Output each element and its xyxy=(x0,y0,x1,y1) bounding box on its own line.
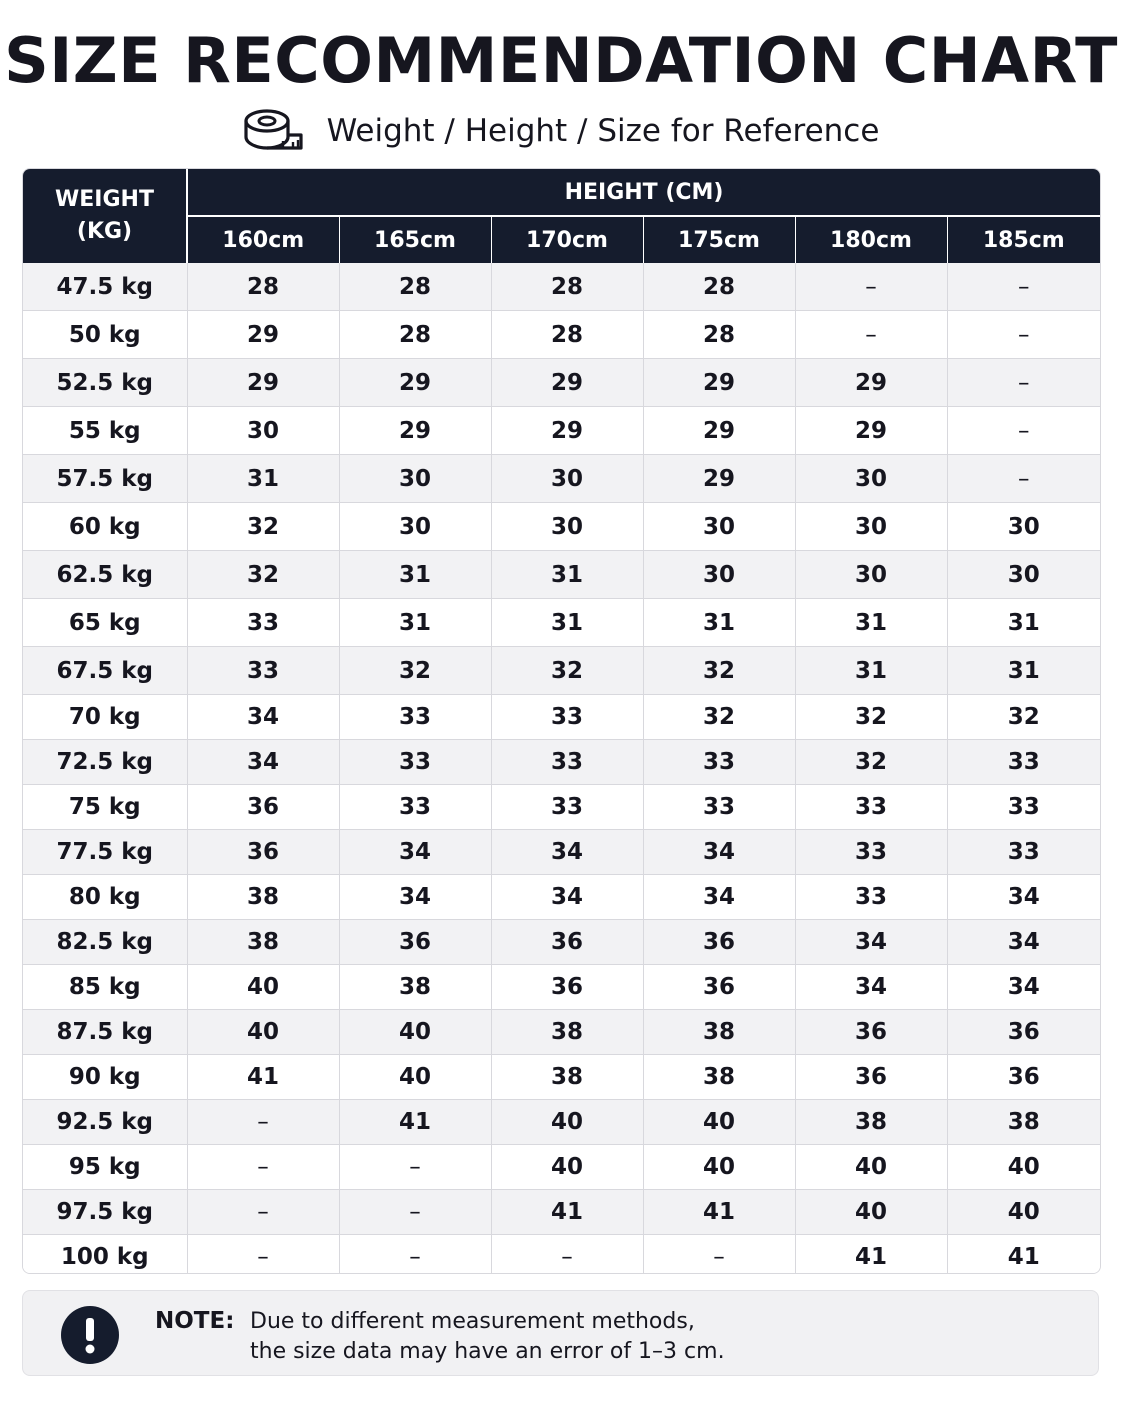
size-cell: 40 xyxy=(187,965,339,1010)
weight-cell: 60 kg xyxy=(23,503,187,551)
size-cell: 31 xyxy=(339,551,491,599)
size-table xyxy=(23,169,1100,1274)
size-cell: – xyxy=(339,1145,491,1190)
table-row xyxy=(23,1010,1100,1055)
size-cell: 31 xyxy=(643,599,795,647)
size-cell: 38 xyxy=(795,1100,947,1145)
weight-cell: 50 kg xyxy=(23,311,187,359)
size-cell: – xyxy=(187,1235,339,1275)
size-cell: 33 xyxy=(947,740,1100,785)
size-cell: 33 xyxy=(795,785,947,830)
size-cell: 36 xyxy=(795,1055,947,1100)
size-cell: 29 xyxy=(643,407,795,455)
size-cell: 34 xyxy=(795,965,947,1010)
size-cell: 41 xyxy=(795,1235,947,1275)
size-cell: 30 xyxy=(187,407,339,455)
size-cell: 28 xyxy=(643,311,795,359)
weight-cell: 52.5 kg xyxy=(23,359,187,407)
size-cell: 40 xyxy=(947,1190,1100,1235)
size-cell: 33 xyxy=(643,785,795,830)
size-cell: – xyxy=(947,311,1100,359)
size-cell: 32 xyxy=(643,695,795,740)
size-cell: 32 xyxy=(187,503,339,551)
size-cell: 38 xyxy=(339,965,491,1010)
table-row xyxy=(23,875,1100,920)
weight-cell: 95 kg xyxy=(23,1145,187,1190)
size-cell: 28 xyxy=(643,263,795,311)
size-cell: 33 xyxy=(947,785,1100,830)
weight-cell: 57.5 kg xyxy=(23,455,187,503)
size-cell: 36 xyxy=(643,965,795,1010)
height-column-header: 185cm xyxy=(947,216,1100,263)
table-body xyxy=(23,263,1100,1274)
size-cell: 38 xyxy=(643,1010,795,1055)
size-cell: 41 xyxy=(187,1055,339,1100)
table-row xyxy=(23,263,1100,311)
table-row xyxy=(23,1235,1100,1275)
weight-cell: 82.5 kg xyxy=(23,920,187,965)
size-cell: 34 xyxy=(643,875,795,920)
size-cell: 38 xyxy=(187,920,339,965)
size-cell: 29 xyxy=(187,311,339,359)
weight-cell: 85 kg xyxy=(23,965,187,1010)
table-row xyxy=(23,503,1100,551)
size-cell: 38 xyxy=(947,1100,1100,1145)
size-cell: 29 xyxy=(795,407,947,455)
weight-cell: 62.5 kg xyxy=(23,551,187,599)
size-cell: 31 xyxy=(947,599,1100,647)
size-cell: 29 xyxy=(491,407,643,455)
size-cell: 30 xyxy=(339,503,491,551)
table-row xyxy=(23,311,1100,359)
size-cell: 36 xyxy=(339,920,491,965)
size-cell: 30 xyxy=(491,503,643,551)
weight-cell: 65 kg xyxy=(23,599,187,647)
size-cell: 33 xyxy=(491,740,643,785)
size-cell: 31 xyxy=(795,647,947,695)
table-row xyxy=(23,830,1100,875)
size-cell: 40 xyxy=(795,1145,947,1190)
size-cell: 40 xyxy=(643,1100,795,1145)
size-cell: 33 xyxy=(187,599,339,647)
size-cell: – xyxy=(795,263,947,311)
size-cell: 32 xyxy=(947,695,1100,740)
size-cell: 40 xyxy=(947,1145,1100,1190)
size-cell: 40 xyxy=(187,1010,339,1055)
height-group-header: HEIGHT (CM) xyxy=(187,169,1100,216)
note-label: NOTE: xyxy=(155,1308,235,1334)
size-cell: 28 xyxy=(491,263,643,311)
size-cell: 38 xyxy=(187,875,339,920)
size-cell: – xyxy=(187,1190,339,1235)
size-cell: 32 xyxy=(795,740,947,785)
size-cell: 33 xyxy=(339,785,491,830)
size-cell: 29 xyxy=(339,407,491,455)
size-cell: 34 xyxy=(947,965,1100,1010)
size-cell: 29 xyxy=(339,359,491,407)
size-cell: – xyxy=(947,407,1100,455)
size-cell: 29 xyxy=(643,455,795,503)
weight-cell: 47.5 kg xyxy=(23,263,187,311)
size-cell: 31 xyxy=(187,455,339,503)
weight-cell: 67.5 kg xyxy=(23,647,187,695)
size-table-container xyxy=(22,168,1101,1274)
size-cell: – xyxy=(947,263,1100,311)
size-cell: 41 xyxy=(643,1190,795,1235)
size-cell: 29 xyxy=(491,359,643,407)
size-cell: 29 xyxy=(795,359,947,407)
size-cell: 41 xyxy=(339,1100,491,1145)
table-row xyxy=(23,1145,1100,1190)
table-row xyxy=(23,1190,1100,1235)
size-cell: – xyxy=(643,1235,795,1275)
weight-cell: 90 kg xyxy=(23,1055,187,1100)
weight-cell: 97.5 kg xyxy=(23,1190,187,1235)
weight-header-line1: WEIGHT xyxy=(55,187,154,212)
size-cell: 30 xyxy=(947,503,1100,551)
table-row xyxy=(23,551,1100,599)
table-row xyxy=(23,1100,1100,1145)
size-cell: 34 xyxy=(643,830,795,875)
weight-cell: 70 kg xyxy=(23,695,187,740)
subtitle-row xyxy=(0,104,1122,158)
weight-cell: 87.5 kg xyxy=(23,1010,187,1055)
size-cell: 34 xyxy=(491,830,643,875)
size-cell: 30 xyxy=(491,455,643,503)
size-cell: 32 xyxy=(491,647,643,695)
size-cell: 40 xyxy=(491,1100,643,1145)
size-cell: 36 xyxy=(947,1055,1100,1100)
weight-cell: 55 kg xyxy=(23,407,187,455)
table-row xyxy=(23,407,1100,455)
size-cell: – xyxy=(947,359,1100,407)
table-row xyxy=(23,1055,1100,1100)
size-cell: 36 xyxy=(187,785,339,830)
height-column-header: 175cm xyxy=(643,216,795,263)
size-cell: 34 xyxy=(947,920,1100,965)
table-row xyxy=(23,647,1100,695)
table-row xyxy=(23,785,1100,830)
measuring-tape-icon xyxy=(243,107,305,155)
size-cell: 32 xyxy=(795,695,947,740)
table-row xyxy=(23,599,1100,647)
size-cell: – xyxy=(339,1190,491,1235)
weight-cell: 75 kg xyxy=(23,785,187,830)
size-cell: 31 xyxy=(491,599,643,647)
size-cell: 36 xyxy=(795,1010,947,1055)
size-cell: 29 xyxy=(187,359,339,407)
size-cell: 38 xyxy=(643,1055,795,1100)
size-cell: 38 xyxy=(491,1010,643,1055)
size-cell: 33 xyxy=(643,740,795,785)
note-text-line2: the size data may have an error of 1–3 cm. xyxy=(250,1339,725,1364)
size-cell: 40 xyxy=(339,1010,491,1055)
size-cell: 28 xyxy=(491,311,643,359)
page-title: SIZE RECOMMENDATION CHART xyxy=(4,24,1118,97)
note-box xyxy=(22,1290,1099,1376)
size-cell: 41 xyxy=(491,1190,643,1235)
size-cell: 30 xyxy=(947,551,1100,599)
size-cell: 32 xyxy=(643,647,795,695)
size-cell: 33 xyxy=(491,785,643,830)
size-cell: 36 xyxy=(947,1010,1100,1055)
size-cell: 34 xyxy=(187,695,339,740)
size-cell: 41 xyxy=(947,1235,1100,1275)
size-cell: 34 xyxy=(339,830,491,875)
table-row xyxy=(23,965,1100,1010)
size-cell: 34 xyxy=(795,920,947,965)
size-cell: 40 xyxy=(795,1190,947,1235)
size-cell: 28 xyxy=(339,311,491,359)
size-cell: 34 xyxy=(187,740,339,785)
weight-cell: 80 kg xyxy=(23,875,187,920)
size-cell: 33 xyxy=(947,830,1100,875)
size-cell: 33 xyxy=(187,647,339,695)
size-cell: 33 xyxy=(491,695,643,740)
size-cell: 33 xyxy=(339,740,491,785)
table-row xyxy=(23,359,1100,407)
size-cell: 34 xyxy=(491,875,643,920)
size-cell: 31 xyxy=(339,599,491,647)
weight-column-header xyxy=(23,169,187,263)
weight-cell: 77.5 kg xyxy=(23,830,187,875)
size-cell: 34 xyxy=(339,875,491,920)
size-cell: 32 xyxy=(187,551,339,599)
size-cell: 33 xyxy=(339,695,491,740)
size-cell: 33 xyxy=(795,830,947,875)
table-row xyxy=(23,740,1100,785)
size-cell: 38 xyxy=(491,1055,643,1100)
size-cell: 30 xyxy=(795,551,947,599)
size-cell: 32 xyxy=(339,647,491,695)
size-cell: – xyxy=(187,1100,339,1145)
height-column-header: 170cm xyxy=(491,216,643,263)
height-column-header: 180cm xyxy=(795,216,947,263)
weight-cell: 92.5 kg xyxy=(23,1100,187,1145)
height-column-header: 165cm xyxy=(339,216,491,263)
size-cell: 31 xyxy=(491,551,643,599)
table-row xyxy=(23,455,1100,503)
size-cell: 30 xyxy=(339,455,491,503)
size-cell: 28 xyxy=(339,263,491,311)
subtitle: Weight / Height / Size for Reference xyxy=(326,113,880,149)
size-cell: 36 xyxy=(491,920,643,965)
table-row xyxy=(23,695,1100,740)
size-cell: 40 xyxy=(491,1145,643,1190)
size-cell: 30 xyxy=(795,503,947,551)
size-cell: – xyxy=(187,1145,339,1190)
table-row xyxy=(23,920,1100,965)
size-cell: 34 xyxy=(947,875,1100,920)
exclamation-circle-icon xyxy=(61,1306,119,1364)
size-cell: 31 xyxy=(795,599,947,647)
size-cell: 30 xyxy=(795,455,947,503)
size-cell: 30 xyxy=(643,551,795,599)
size-cell: – xyxy=(339,1235,491,1275)
size-cell: – xyxy=(795,311,947,359)
size-cell: 29 xyxy=(643,359,795,407)
size-cell: – xyxy=(491,1235,643,1275)
note-text-line1: Due to different measurement methods, xyxy=(250,1309,695,1334)
size-cell: 33 xyxy=(795,875,947,920)
size-cell: 40 xyxy=(339,1055,491,1100)
size-cell: 31 xyxy=(947,647,1100,695)
weight-cell: 100 kg xyxy=(23,1235,187,1275)
size-cell: 30 xyxy=(643,503,795,551)
weight-cell: 72.5 kg xyxy=(23,740,187,785)
size-cell: 40 xyxy=(643,1145,795,1190)
size-cell: 36 xyxy=(643,920,795,965)
size-cell: – xyxy=(947,455,1100,503)
size-cell: 36 xyxy=(491,965,643,1010)
size-cell: 36 xyxy=(187,830,339,875)
weight-header-line2: (KG) xyxy=(76,219,133,244)
size-cell: 28 xyxy=(187,263,339,311)
height-column-header: 160cm xyxy=(187,216,339,263)
